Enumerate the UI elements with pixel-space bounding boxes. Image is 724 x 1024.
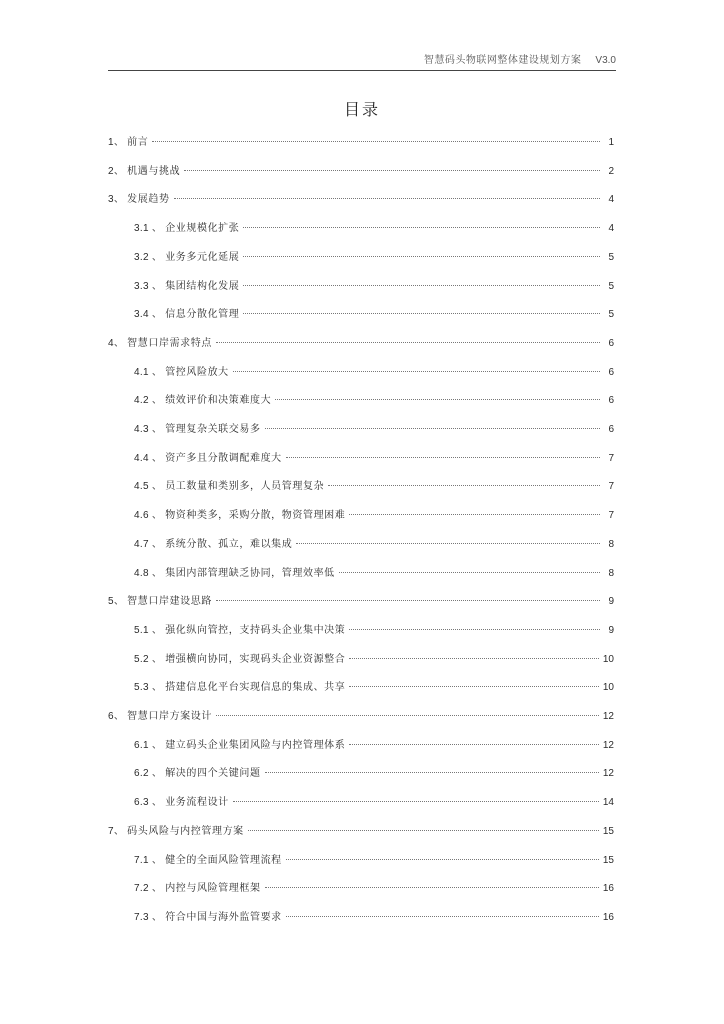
toc-entry-page-number: 14	[602, 797, 614, 809]
toc-entry-number: 6、	[108, 711, 125, 722]
toc-entry-number: 4.1 、	[134, 366, 163, 378]
toc-entry-page-number: 5	[608, 309, 614, 321]
toc-entry-page-number: 16	[602, 883, 614, 895]
toc-entry-page-number: 10	[602, 653, 614, 665]
toc-entry-number: 3.1 、	[134, 223, 163, 235]
toc-entry-label: 智慧口岸建设思路	[127, 596, 212, 608]
toc-entry-label: 集团内部管理缺乏协同，管理效率低	[165, 567, 335, 579]
toc-entry-label: 员工数量和类别多，人员管理复杂	[165, 481, 325, 493]
toc-entry-label: 搭建信息化平台实现信息的集成、共享	[165, 682, 346, 694]
toc-entry-label: 绩效评价和决策难度大	[165, 395, 272, 407]
toc-entry-number: 7.2 、	[134, 883, 163, 895]
dot-leader	[339, 572, 600, 573]
toc-subentry[interactable]	[134, 882, 614, 896]
toc-entry-label: 内控与风险管理框架	[165, 883, 261, 895]
toc-entry-number: 6.2 、	[134, 768, 163, 780]
toc-entry-number: 4.4 、	[134, 452, 163, 464]
toc-subentry[interactable]	[134, 538, 614, 552]
toc-entry-page-number: 12	[602, 711, 614, 722]
dot-leader	[243, 256, 600, 257]
toc-entry-number: 7、	[108, 825, 125, 837]
dot-leader	[275, 399, 600, 400]
dot-leader	[349, 744, 598, 745]
toc-entry-label: 增强横向协同，实现码头企业资源整合	[165, 653, 346, 665]
toc-subentry[interactable]	[134, 308, 614, 322]
toc-entry-number: 4.5 、	[134, 481, 163, 493]
toc-entry-label: 企业规模化扩张	[165, 223, 240, 235]
toc-subentry[interactable]	[134, 222, 614, 236]
toc-entry-label: 机遇与挑战	[127, 165, 181, 177]
dot-leader	[174, 198, 600, 199]
dot-leader	[286, 457, 600, 458]
toc-entry-number: 6.3 、	[134, 797, 163, 809]
dot-leader	[216, 715, 599, 716]
toc-entry-number: 1、	[108, 137, 125, 148]
toc-entry-label: 资产多且分散调配难度大	[165, 452, 282, 464]
toc-entry-page-number: 1	[608, 137, 614, 148]
toc-subentry[interactable]	[134, 653, 614, 667]
toc-entry-label: 业务流程设计	[165, 797, 229, 809]
dot-leader	[296, 543, 600, 544]
toc-entry-number: 4、	[108, 337, 125, 349]
toc-entry-number: 4.7 、	[134, 538, 163, 550]
toc-entry-page-number: 6	[608, 337, 614, 349]
dot-leader	[349, 629, 600, 630]
toc-entry-number: 5.1 、	[134, 624, 163, 636]
toc-entry[interactable]	[108, 825, 614, 839]
toc-subentry[interactable]	[134, 280, 614, 294]
toc-entry-number: 2、	[108, 165, 125, 177]
toc-entry[interactable]	[108, 193, 614, 207]
toc-entry-number: 5.3 、	[134, 682, 163, 694]
dot-leader	[286, 916, 599, 917]
toc-subentry[interactable]	[134, 509, 614, 523]
toc-entry-page-number: 8	[608, 567, 614, 579]
toc-subentry[interactable]	[134, 423, 614, 437]
toc-entry-label: 解决的四个关键问题	[165, 768, 261, 780]
toc-entry-label: 发展趋势	[127, 194, 170, 206]
toc-entry-number: 7.1 、	[134, 854, 163, 866]
toc-entry-label: 建立码头企业集团风险与内控管理体系	[165, 739, 346, 751]
dot-leader	[243, 285, 600, 286]
toc-subentry[interactable]	[134, 911, 614, 925]
toc-entry-number: 6.1 、	[134, 739, 163, 751]
dot-leader	[216, 342, 600, 343]
toc-entry-page-number: 16	[602, 911, 614, 923]
dot-leader	[328, 485, 600, 486]
toc-subentry[interactable]	[134, 624, 614, 638]
toc-entry-number: 4.6 、	[134, 510, 163, 522]
toc-subentry[interactable]	[134, 767, 614, 781]
dot-leader	[184, 170, 600, 171]
toc-entry-label: 业务多元化延展	[165, 251, 240, 263]
toc-entry[interactable]	[108, 136, 614, 150]
toc-subentry[interactable]	[134, 854, 614, 868]
header-doc-title: 智慧码头物联网整体建设规划方案	[423, 55, 582, 66]
toc-entry-label: 集团结构化发展	[165, 280, 240, 292]
toc-entry-page-number: 15	[602, 825, 614, 837]
toc-entry-label: 信息分散化管理	[165, 309, 240, 321]
toc-entry-number: 3.2 、	[134, 251, 163, 263]
toc-entry-page-number: 6	[608, 366, 614, 378]
toc-entry-page-number: 5	[608, 251, 614, 263]
dot-leader	[248, 830, 599, 831]
dot-leader	[243, 227, 600, 228]
dot-leader	[265, 772, 599, 773]
toc-entry-page-number: 12	[602, 739, 614, 751]
toc-entry-page-number: 5	[608, 280, 614, 292]
toc-entry-page-number: 7	[608, 481, 614, 493]
toc-entry-number: 3.3 、	[134, 280, 163, 292]
toc-entry-label: 智慧口岸需求特点	[127, 337, 212, 349]
toc-entry-label: 智慧口岸方案设计	[127, 711, 212, 722]
toc-entry-page-number: 9	[608, 596, 614, 608]
toc-entry[interactable]	[108, 595, 614, 609]
toc-subentry[interactable]	[134, 452, 614, 466]
toc-entry-number: 4.8 、	[134, 567, 163, 579]
toc-entry-number: 3、	[108, 194, 125, 206]
toc-entry-page-number: 7	[608, 510, 614, 522]
toc-entry-number: 4.3 、	[134, 424, 163, 435]
toc-entry-label: 管控风险放大	[165, 366, 229, 378]
toc-entry-page-number: 9	[608, 624, 614, 636]
toc-entry-page-number: 12	[602, 768, 614, 780]
dot-leader	[216, 600, 600, 601]
toc-subentry[interactable]	[134, 681, 614, 695]
toc-entry-page-number: 15	[602, 854, 614, 866]
dot-leader	[233, 371, 600, 372]
toc-entry-page-number: 4	[608, 223, 614, 235]
toc-entry-number: 7.3 、	[134, 911, 163, 923]
toc-entry-label: 强化纵向管控，支持码头企业集中决策	[165, 624, 346, 636]
toc-entry-label: 码头风险与内控管理方案	[127, 825, 244, 837]
dot-leader	[265, 428, 600, 429]
toc-subentry[interactable]	[134, 796, 614, 810]
toc-subentry[interactable]	[134, 251, 614, 265]
toc-entry-page-number: 2	[608, 165, 614, 177]
dot-leader	[243, 313, 600, 314]
toc-subentry[interactable]	[134, 366, 614, 380]
dot-leader	[349, 514, 600, 515]
dot-leader	[152, 141, 600, 142]
toc-entry-page-number: 8	[608, 538, 614, 550]
toc-entry-page-number: 7	[608, 452, 614, 464]
dot-leader	[349, 686, 598, 687]
dot-leader	[265, 887, 599, 888]
toc-entry-page-number: 6	[608, 424, 614, 435]
header-version: V3.0	[595, 55, 616, 66]
toc-subentry[interactable]	[134, 739, 614, 753]
toc-subentry[interactable]	[134, 394, 614, 408]
toc-entry-number: 5、	[108, 596, 125, 608]
toc-entry[interactable]	[108, 337, 614, 351]
dot-leader	[349, 658, 598, 659]
dot-leader	[286, 859, 599, 860]
toc-entry-label: 管理复杂关联交易多	[165, 424, 261, 435]
toc-entry-label: 符合中国与海外监管要求	[165, 911, 282, 923]
toc-entry-label: 健全的全面风险管理流程	[165, 854, 282, 866]
toc-subentry[interactable]	[134, 567, 614, 581]
toc-entry-page-number: 10	[602, 682, 614, 694]
toc-entry-number: 4.2 、	[134, 395, 163, 407]
toc-entry-page-number: 6	[608, 395, 614, 407]
toc-entry-label: 物资种类多，采购分散，物资管理困难	[165, 510, 346, 522]
toc-title: 目录	[343, 100, 380, 119]
toc-entry-number: 3.4 、	[134, 309, 163, 321]
toc-entry[interactable]	[108, 710, 614, 724]
toc-entry[interactable]	[108, 165, 614, 179]
toc-entry-label: 系统分散、孤立，难以集成	[165, 538, 293, 550]
toc-entry-number: 5.2 、	[134, 653, 163, 665]
toc-subentry[interactable]	[134, 480, 614, 494]
toc-entry-page-number: 4	[608, 194, 614, 206]
toc-entry-label: 前言	[127, 137, 149, 148]
dot-leader	[233, 801, 599, 802]
